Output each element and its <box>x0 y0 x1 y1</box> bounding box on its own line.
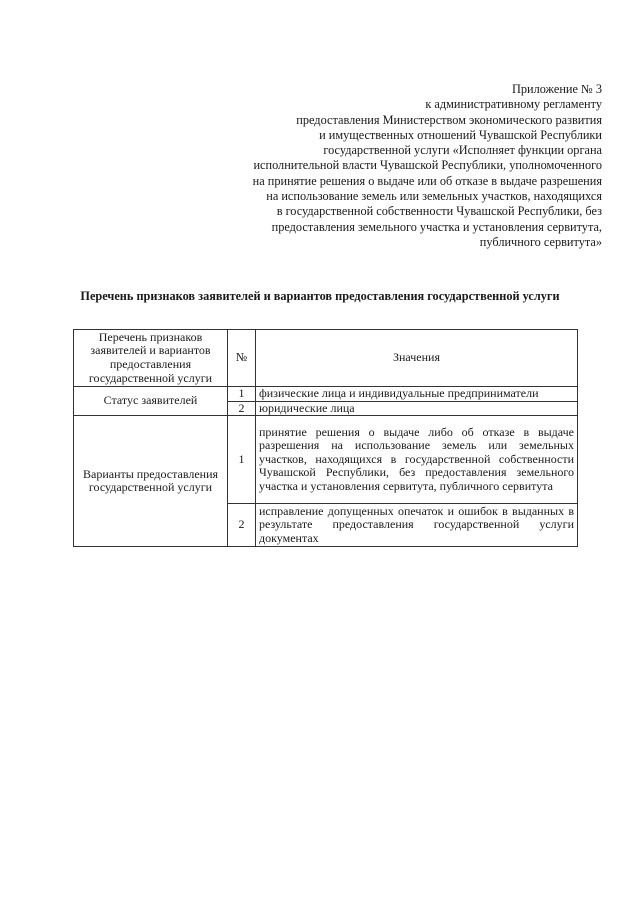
header-number: № <box>228 330 256 387</box>
table-row <box>74 387 578 402</box>
appendix-line: предоставления земельного участка и установления сервитута, <box>271 219 602 234</box>
row-number: 1 <box>228 416 256 504</box>
appendix-line: предоставления Министерством экономического развития <box>296 112 602 127</box>
appendix-line: и имущественных отношений Чувашской Республики <box>319 127 602 142</box>
row-value: физические лица и индивидуальные предприниматели <box>256 387 578 402</box>
appendix-line: публичного сервитута» <box>479 234 602 249</box>
table-row <box>74 416 578 504</box>
row-value: юридические лица <box>256 401 578 416</box>
row-number: 1 <box>228 387 256 402</box>
appendix-header <box>253 82 602 250</box>
appendix-line: исполнительной власти Чувашской Республики, уполномоченного <box>253 158 602 173</box>
appendix-line: в государственной собственности Чувашской Республики, без <box>276 204 602 219</box>
appendix-line: государственной услуги «Исполняет функции органа <box>323 143 602 158</box>
appendix-line: Приложение № 3 <box>511 82 602 96</box>
appendix-line: к административному регламенту <box>425 97 602 112</box>
document-title: Перечень признаков заявителей и вариантов предоставления государственной услуги <box>80 289 560 303</box>
appendix-line: на использование земель или земельных участков, находящихся <box>266 189 602 204</box>
group-feature-variants: Варианты предоставления государственной услуги <box>74 416 228 547</box>
table-header-row <box>74 330 578 387</box>
features-table <box>73 329 578 547</box>
row-value: исправление допущенных опечаток и ошибок в выданных в результате предоставления государственной услуги документах <box>256 504 578 547</box>
row-value: принятие решения о выдаче либо об отказе в выдаче разрешения на использование земель или земельных участков, находящихся в государственной собственности Чувашской Республики, без предоставления земельного участка и установления сервитута, публичного сервитута <box>256 416 578 504</box>
row-number: 2 <box>228 504 256 547</box>
header-values: Значения <box>256 330 578 387</box>
row-number: 2 <box>228 401 256 416</box>
appendix-line: на принятие решения о выдаче или об отказе в выдаче разрешения <box>252 173 602 188</box>
group-feature-status: Статус заявителей <box>74 387 228 416</box>
header-features: Перечень признаков заявителей и вариантов предоставления государственной услуги <box>74 330 228 387</box>
